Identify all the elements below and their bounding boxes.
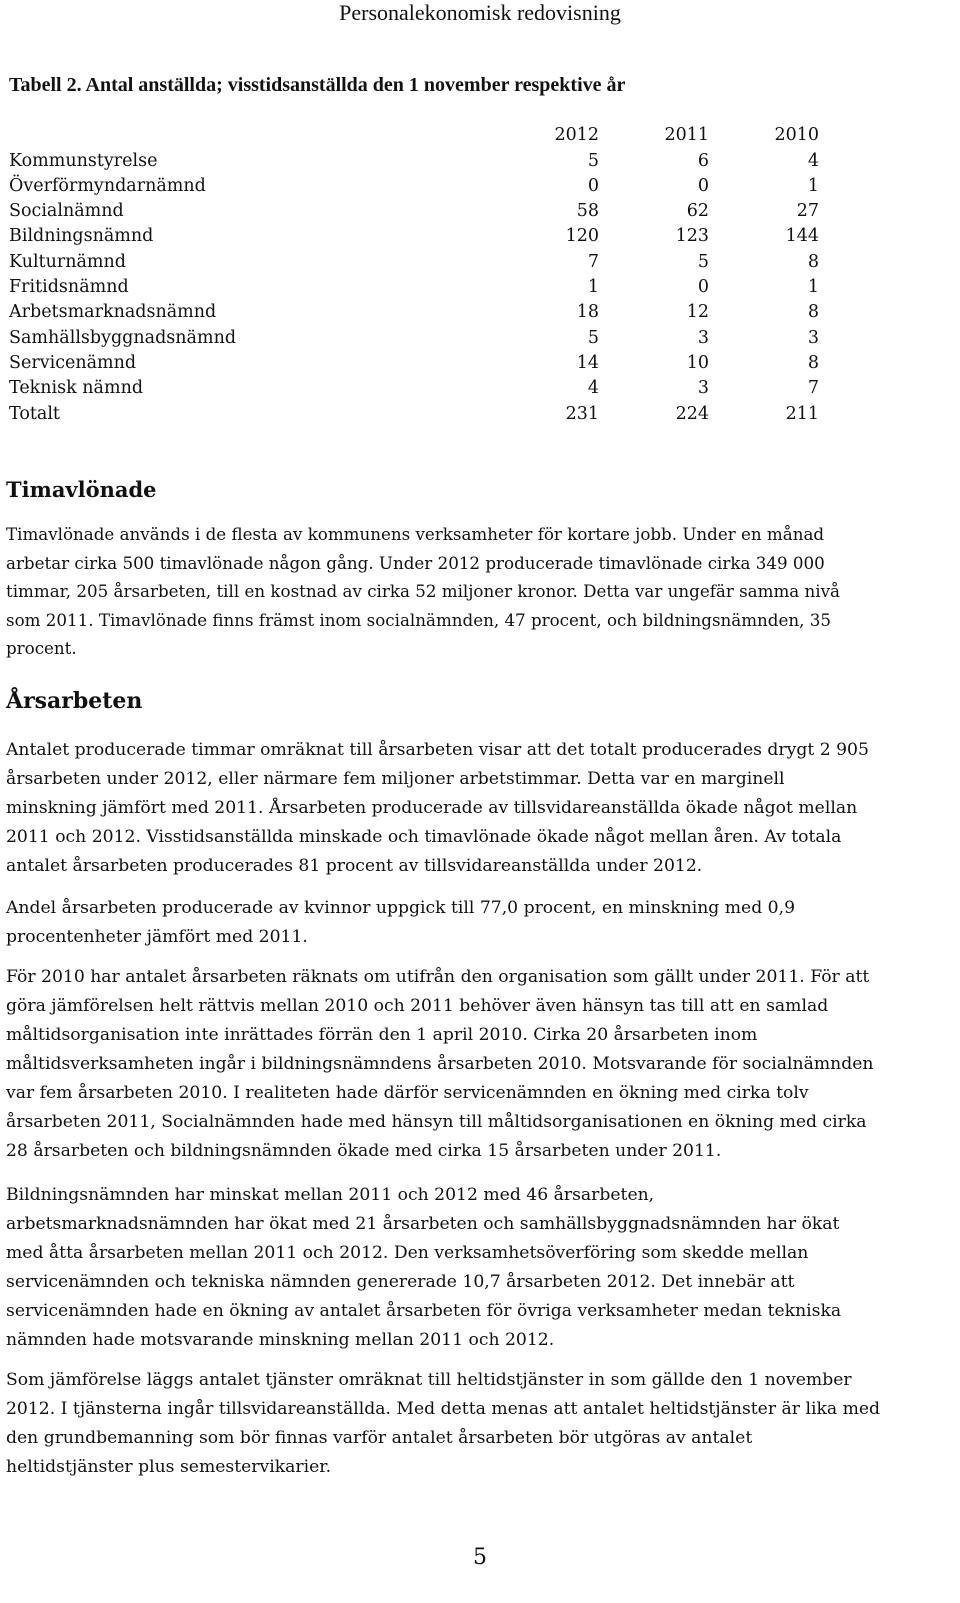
text-line: med åtta årsarbeten mellan 2011 och 2012. Den verksamhetsöverföring som skedde mellan bbox=[6, 1243, 809, 1263]
table-row bbox=[9, 399, 819, 424]
table-cell-value: 4 bbox=[807, 150, 819, 171]
table-cell-value: 224 bbox=[675, 403, 709, 424]
table-cell-value: 0 bbox=[697, 277, 709, 298]
table-cell-value: 8 bbox=[807, 251, 819, 272]
table-cell-value: 144 bbox=[785, 226, 819, 247]
table-row bbox=[9, 273, 819, 298]
text-line: måltidsverksamheten ingår i bildningsnämndens årsarbeten 2010. Motsvarande för socialnämnden bbox=[6, 1054, 874, 1074]
table-cell-value: 14 bbox=[576, 352, 599, 373]
page-number: 5 bbox=[473, 1545, 487, 1570]
table-caption: Tabell 2. Antal anställda; visstidsanställda den 1 november respektive år bbox=[9, 74, 626, 96]
table-cell-value: 12 bbox=[686, 302, 709, 323]
text-line: 2012. I tjänsterna ingår tillsvidareanställda. Med detta menas att antalet heltidstjänster är lika med bbox=[6, 1399, 881, 1419]
text-line: Som jämförelse läggs antalet tjänster omräknat till heltidstjänster in som gällde den 1 november bbox=[6, 1370, 852, 1390]
table-cell-value: 5 bbox=[587, 327, 599, 348]
page-header: Personalekonomisk redovisning bbox=[339, 0, 621, 25]
text-line: arbetar cirka 500 timavlönade någon gång. Under 2012 producerade timavlönade cirka 349 000 bbox=[6, 552, 825, 573]
table-cell-label: Totalt bbox=[9, 403, 60, 424]
table-cell-label: Överförmyndarnämnd bbox=[9, 175, 206, 196]
table-cell-value: 123 bbox=[675, 226, 709, 247]
text-line: minskning jämfört med 2011. Årsarbeten producerade av tillsvidareanställda ökade något mellan bbox=[6, 798, 858, 818]
text-line: nämnden hade motsvarande minskning mellan 2011 och 2012. bbox=[6, 1330, 555, 1350]
table-row bbox=[9, 146, 819, 171]
table-cell-value: 8 bbox=[807, 352, 819, 373]
text-line: timmar, 205 årsarbeten, till en kostnad av cirka 52 miljoner kronor. Detta var ungefär samma nivå bbox=[6, 581, 840, 601]
table-row bbox=[9, 247, 819, 272]
table-cell-value: 231 bbox=[565, 403, 599, 424]
paragraph-arsarbeten-4 bbox=[6, 1181, 841, 1355]
text-line: 28 årsarbeten och bildningsnämnden ökade med cirka 15 årsarbeten under 2011. bbox=[6, 1141, 722, 1161]
text-line: antalet årsarbeten producerades 81 procent av tillsvidareanställda under 2012. bbox=[6, 856, 703, 876]
table-row bbox=[9, 298, 819, 323]
text-line: göra jämförelsen helt rättvis mellan 2010 och 2011 behöver även hänsyn tas till att en samlad bbox=[6, 996, 829, 1016]
table-row bbox=[9, 172, 819, 197]
table-row bbox=[9, 349, 819, 374]
text-line: som 2011. Timavlönade finns främst inom socialnämnden, 47 procent, och bildningsnämnden, 35 bbox=[6, 609, 831, 630]
table-cell-value: 2011 bbox=[664, 125, 709, 146]
paragraph-arsarbeten-3 bbox=[6, 963, 873, 1166]
table-cell-value: 8 bbox=[807, 302, 819, 323]
text-line: var fem årsarbeten 2010. I realiteten hade därför servicenämnden en ökning med cirka tolv bbox=[6, 1083, 809, 1103]
table-cell-value: 6 bbox=[697, 150, 709, 171]
table-cell-value: 4 bbox=[587, 378, 599, 399]
text-line: Timavlönade används i de flesta av kommunens verksamheter för kortare jobb. Under en månad bbox=[6, 524, 825, 544]
table-cell-label: Fritidsnämnd bbox=[9, 277, 129, 298]
table-row bbox=[9, 323, 819, 348]
paragraph-arsarbeten-2 bbox=[6, 894, 795, 952]
table-cell-label: Arbetsmarknadsnämnd bbox=[9, 302, 217, 323]
text-line: Andel årsarbeten producerade av kvinnor uppgick till 77,0 procent, en minskning med 0,9 bbox=[6, 898, 796, 918]
table-row bbox=[9, 374, 819, 399]
text-line: måltidsorganisation inte inrättades förrän den 1 april 2010. Cirka 20 årsarbeten inom bbox=[6, 1025, 758, 1045]
table-cell-value: 5 bbox=[697, 251, 709, 272]
table-cell-value: 3 bbox=[807, 327, 819, 348]
text-line: heltidstjänster plus semestervikarier. bbox=[6, 1457, 332, 1477]
paragraph-arsarbeten-5 bbox=[6, 1366, 880, 1482]
table-cell-value: 0 bbox=[587, 175, 599, 196]
table-cell-value: 1 bbox=[807, 175, 819, 196]
text-line: procentenheter jämfört med 2011. bbox=[6, 927, 308, 947]
table-cell-value: 211 bbox=[785, 403, 819, 424]
table-cell-value: 7 bbox=[587, 251, 599, 272]
text-line: 2011 och 2012. Visstidsanställda minskade och timavlönade ökade något mellan åren. Av totala bbox=[6, 827, 842, 847]
table-cell-value: 58 bbox=[576, 201, 599, 222]
table-cell-label: Bildningsnämnd bbox=[9, 226, 154, 247]
table-cell-value: 10 bbox=[686, 352, 709, 373]
section-heading-timavlonade: Timavlönade bbox=[6, 477, 157, 502]
table-cell-value: 27 bbox=[796, 201, 819, 222]
text-line: servicenämnden hade en ökning av antalet årsarbeten för övriga verksamheter medan tekniska bbox=[6, 1301, 842, 1321]
table-row bbox=[9, 222, 819, 247]
text-line: Bildningsnämnden har minskat mellan 2011 och 2012 med 46 årsarbeten, bbox=[6, 1185, 655, 1205]
table-cell-value: 2010 bbox=[774, 125, 819, 146]
table-cell-value: 2012 bbox=[554, 125, 599, 146]
table-row bbox=[9, 197, 819, 222]
section-heading-arsarbeten: Årsarbeten bbox=[6, 688, 143, 714]
table-header-row bbox=[9, 121, 819, 146]
employee-table bbox=[9, 121, 819, 425]
text-line: den grundbemanning som bör finnas varför antalet årsarbeten bör utgöras av antalet bbox=[6, 1428, 753, 1448]
table-cell-label: Kommunstyrelse bbox=[9, 150, 158, 171]
table-cell-value: 1 bbox=[587, 277, 599, 298]
text-line: årsarbeten under 2012, eller närmare fem miljoner arbetstimmar. Detta var en marginell bbox=[6, 769, 785, 789]
table-cell-label: Socialnämnd bbox=[9, 201, 124, 222]
table-cell-value: 5 bbox=[587, 150, 599, 171]
table-cell-value: 62 bbox=[686, 201, 709, 222]
table-cell-value: 18 bbox=[576, 302, 599, 323]
paragraph-arsarbeten-1 bbox=[6, 736, 869, 881]
table-cell-label: Servicenämnd bbox=[9, 352, 137, 373]
table-cell-label: Samhällsbyggnadsnämnd bbox=[9, 327, 237, 348]
table-cell-value: 7 bbox=[807, 378, 819, 399]
table-cell-value: 3 bbox=[697, 378, 709, 399]
table-cell-value: 120 bbox=[565, 226, 599, 247]
text-line: För 2010 har antalet årsarbeten räknats om utifrån den organisation som gällt under 2011. För att bbox=[6, 967, 870, 987]
text-line: procent. bbox=[6, 638, 77, 658]
table-cell-value: 1 bbox=[807, 277, 819, 298]
paragraph-timavlonade bbox=[6, 520, 840, 663]
text-line: årsarbeten 2011, Socialnämnden hade med hänsyn till måltidsorganisationen en ökning med cirka bbox=[6, 1112, 867, 1132]
table-cell-label: Kulturnämnd bbox=[9, 251, 126, 272]
table-cell-value: 0 bbox=[697, 175, 709, 196]
text-line: Antalet producerade timmar omräknat till årsarbeten visar att det totalt producerades drygt 2 905 bbox=[6, 740, 869, 760]
table-cell-label: Teknisk nämnd bbox=[9, 378, 144, 399]
table-cell-value: 3 bbox=[697, 327, 709, 348]
text-line: arbetsmarknadsnämnden har ökat med 21 årsarbeten och samhällsbyggnadsnämnden har ökat bbox=[6, 1214, 840, 1234]
text-line: servicenämnden och tekniska nämnden genererade 10,7 årsarbeten 2012. Det innebär att bbox=[6, 1272, 795, 1292]
